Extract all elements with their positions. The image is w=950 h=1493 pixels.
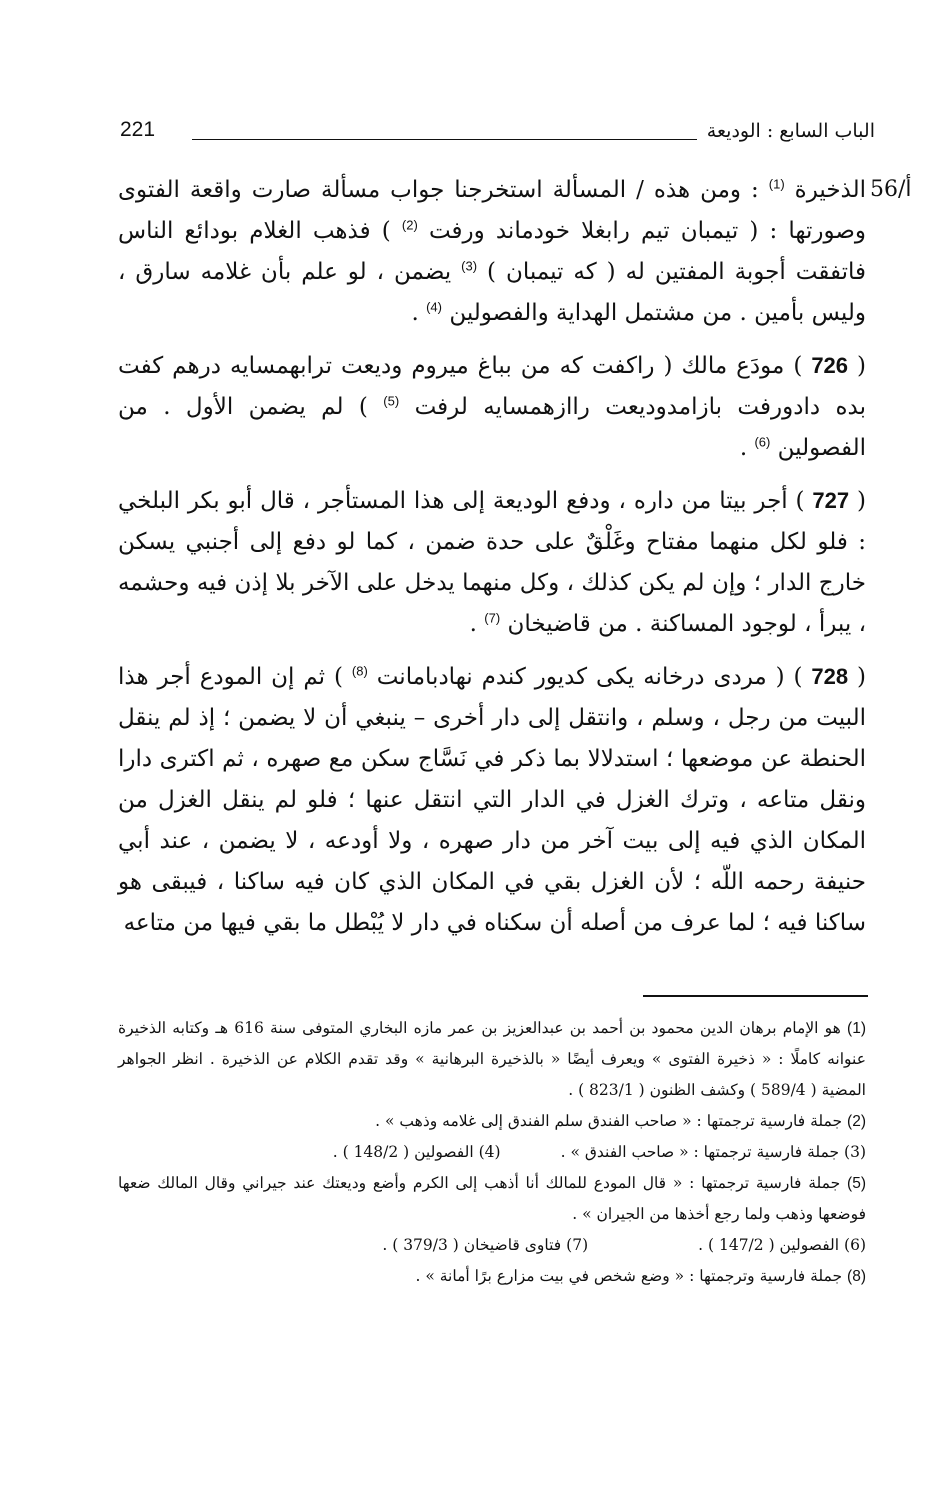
manuscript-folio-marker: 56/أ	[870, 177, 912, 202]
footnote-number: (1)	[847, 1020, 866, 1037]
footnote-text: جملة فارسية ترجمتها : « قال المودع للمالك أنا أذهب إلى الكرم وأضع وديعتك عند جيراني وقال المالك ضعها فوضعها وذهب ولما رجع أخذها من الجيران » .	[118, 1174, 866, 1223]
footnote-separator	[643, 995, 868, 997]
footnote-6-7	[118, 1230, 866, 1261]
para-text: ) لم يضمن الأول . من الفصولين	[118, 394, 866, 461]
footnote-text: جملة فارسية ترجمتها : « صاحب الفندق سلم الفندق إلى غلامه وذهب » .	[375, 1112, 843, 1130]
footnote-text: جملة فارسية ترجمتها : « صاحب الفندق » .	[560, 1143, 840, 1161]
footnote-text: فتاوى قاضيخان ( 379/3 ) .	[382, 1236, 562, 1254]
paragraph-727: ( 727 ) أجر بيتا من داره ، ودفع الوديعة إلى هذا المستأجر ، قال أبو بكر البلخي : فلو لكل منهما مفتاح وغَلْقٌ على حدة ضمن ، كما لو دفع إلى أجنبي يسكن خارج الدار ؛ وإن لم يكن كذلك ، وكل منهما يدخل على الآخر بلا إذن فيه وحشمه ، يبرأ ، لوجود المساكنة . من قاضيخان $^{(7)}$ .	[118, 488, 866, 637]
para-text: .	[469, 611, 477, 637]
footnote-text: الفصولين ( 147/2 ) .	[698, 1236, 840, 1254]
issue-number: 727	[812, 488, 850, 513]
main-text	[118, 170, 866, 955]
para-text: ) أجر بيتا من داره ، ودفع الوديعة إلى هذا المستأجر ، قال أبو بكر البلخي : فلو لكل منهما مفتاح وغَلْقٌ على حدة ضمن ، كما لو دفع إلى أجنبي يسكن خارج الدار ؛ وإن لم يكن كذلك ، وكل منهما يدخل على الآخر بلا إذن فيه وحشمه ، يبرأ ، لوجود المساكنة . من قاضيخان	[118, 488, 866, 637]
page-number: 221	[120, 118, 156, 141]
footnote-8	[118, 1261, 866, 1292]
running-header	[120, 118, 875, 154]
footnote-2	[118, 1106, 866, 1137]
para-text: يضمن ، لو علم بأن غلامه سارق ، وليس بأمين . من مشتمل الهداية والفصولين	[118, 259, 866, 326]
issue-number: 728	[811, 664, 849, 689]
footnote-text: هو الإمام برهان الدين محمود بن أحمد بن عبدالعزيز بن عمر مازه البخاري المتوفى سنة 616 هـ وكتابه الذخيرة عنوانه كاملًا : « ذخيرة الفتوى » ويعرف أيضًا « بالذخيرة البرهانية » وقد تقدم الكلام عن الذخيرة . انظر الجواهر المضية ( 589/4 ) وكشف الظنون ( 823/1 ) .	[118, 1019, 866, 1099]
footnote-ref: (1)	[768, 176, 785, 192]
footnote-number: (8)	[847, 1268, 866, 1285]
footnote-ref: (8)	[351, 663, 368, 679]
issue-number: 726	[811, 353, 849, 378]
para-text: الذخيرة	[794, 177, 867, 203]
para-text: ) ( مردى درخانه يكى كديور كندم نهادبامانت	[376, 664, 803, 690]
footnote-number: (6)	[844, 1236, 866, 1254]
footnote-number: (3)	[844, 1143, 866, 1161]
para-text: ) فذهب الغلام بودائع الناس فاتفقت أجوبة المفتين له ( كه تيمبان )	[118, 218, 867, 285]
footnote-5	[118, 1168, 866, 1230]
footnote-ref: (4)	[426, 299, 442, 315]
para-text: ) ثم إن المودع أجر هذا البيت من رجل ، وسلم ، وانتقل إلى دار أخرى – ينبغي أن لا يضمن ؛ إذ لم ينقل الحنطة عن موضعها ؛ استدلالا بما ذكر في نَسَّاج سكن مع صهره ، ثم اكترى دارا ونقل متاعه ، وترك الغزل في الدار التي انتقل عنها ؛ فلو لم ينقل الغزل من المكان الذي فيه إلى بيت آخر من دار صهره ، ولا أودعه ، لا يضمن ، عند أبي حنيفة رحمه اللّه ؛ لأن الغزل بقي في المكان الذي كان فيه ساكنا ، فيبقى هو ساكنا فيه ؛ لما عرف من أصله أن سكناه في دار لا يُبْطل ما بقي فيها من متاعه	[118, 664, 866, 936]
footnote-3-4	[118, 1137, 866, 1168]
footnote-text: الفصولين ( 148/2 ) .	[332, 1143, 474, 1161]
footnote-number: (5)	[847, 1175, 866, 1192]
para-text: .	[411, 300, 419, 326]
footnote-text: جملة فارسية وترجمتها : « وضع شخص في بيت مزارع برًا أمانة » .	[415, 1267, 843, 1285]
footnote-number: (7)	[566, 1236, 589, 1254]
footnote-number: (2)	[847, 1113, 866, 1130]
footnote-ref: (7)	[484, 610, 501, 626]
footnote-number: (4)	[478, 1143, 501, 1161]
footnote-1	[118, 1013, 866, 1106]
para-text: : ومن هذه / المسألة استخرجنا جواب مسألة صارت واقعة الفتوى وصورتها : ( تيمبان تيم رابغلا خودماند ورفت	[118, 177, 867, 244]
footnotes	[118, 1013, 866, 1292]
chapter-title: الباب السابع : الوديعة	[706, 120, 875, 142]
para-text: .	[739, 435, 748, 461]
footnote-ref: (2)	[401, 217, 418, 233]
paragraph-728: ( 728 ) ( مردى درخانه يكى كديور كندم نهادبامانت $^{(8)}$ ) ثم إن المودع أجر هذا البيت من رجل ، وسلم ، وانتقل إلى دار أخرى – ينبغي أن لا يضمن ؛ إذ لم ينقل الحنطة عن موضعها ؛ استدلالا بما ذكر في نَسَّاج سكن مع صهره ، ثم اكترى دارا ونقل متاعه ، وترك الغزل في الدار التي انتقل عنها ؛ فلو لم ينقل الغزل من المكان الذي فيه إلى بيت آخر من دار صهره ، ولا أودعه ، لا يضمن ، عند أبي حنيفة رحمه اللّه ؛ لأن الغزل بقي في المكان الذي كان فيه ساكنا ، فيبقى هو ساكنا فيه ؛ لما عرف من أصله أن سكناه في دار لا يُبْطل ما بقي فيها من متاعه	[118, 663, 867, 936]
header-rule	[192, 139, 697, 140]
paragraph-intro	[118, 170, 866, 334]
footnote-ref: (3)	[461, 258, 478, 274]
para-text: ) مودَع مالك ( راكفت كه من بباغ ميروم وديعت ترابهمسايه درهم كفت بده دادورفت بازامدوديعت راازهمسايه لرفت	[118, 353, 866, 420]
footnote-ref: (6)	[754, 434, 771, 450]
footnote-ref: (5)	[383, 393, 400, 409]
paragraph-726: ( 726 ) مودَع مالك ( راكفت كه من بباغ ميروم وديعت ترابهمسايه درهم كفت بده دادورفت بازامدوديعت راازهمسايه لرفت $^{(5)}$ ) لم يضمن الأول . من الفصولين $^{(6)}$ .	[118, 353, 866, 461]
